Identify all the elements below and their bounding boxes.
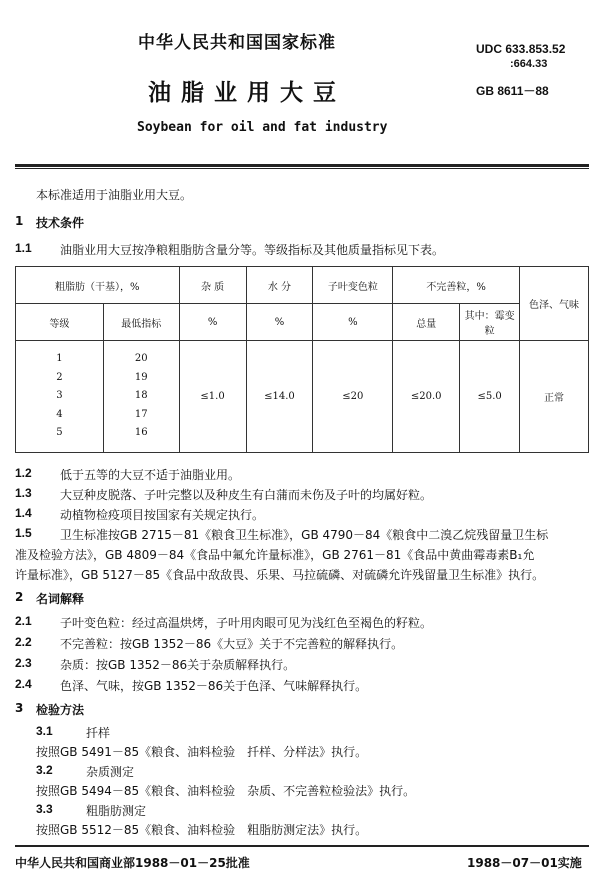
value-moisture: ≤14.0 [246, 341, 313, 453]
min-index-cell: 19 [134, 371, 148, 383]
scope-text: 本标准适用于油脂业用大豆。 [36, 188, 193, 202]
min-index-column [103, 341, 179, 453]
udc-code-cont: :664.33 [510, 58, 548, 70]
header-total: 总量 [393, 304, 460, 341]
value-imperfect-total: ≤20.0 [393, 341, 460, 453]
value-color-odor: 正常 [520, 341, 589, 453]
clause-3-1-title: 扦样 [86, 726, 111, 740]
grade-cell: 5 [56, 427, 63, 439]
clause-2-1-number: 2.1 [15, 614, 32, 628]
section-3-title: 检验方法 [36, 703, 85, 717]
issuing-body: 中华人民共和国国家标准 [138, 33, 336, 53]
section-3-number: 3 [15, 701, 24, 715]
clause-3-1-text: 按照GB 5491－85《粮食、油料检验 扦样、分样法》执行。 [36, 745, 368, 759]
value-mould: ≤5.0 [460, 341, 520, 453]
clause-1-3-number: 1.3 [15, 486, 32, 500]
unit-impurity: % [179, 304, 246, 341]
section-1-number: 1 [15, 214, 24, 228]
clause-3-3-text: 按照GB 5512－85《粮食、油料检验 粗脂肪测定法》执行。 [36, 823, 368, 837]
approval-line: 中华人民共和国商业部1988－01－25批准 [15, 856, 250, 870]
clause-2-1-text: 子叶变色粒：经过高温烘烤，子叶用肉眼可见为浅红色至褐色的籽粒。 [60, 616, 433, 630]
quality-spec-table [15, 266, 589, 453]
clause-2-4-text: 色泽、气味，按GB 1352－86关于色泽、气味解释执行。 [60, 679, 368, 693]
clause-1-2-text: 低于五等的大豆不适于油脂业用。 [60, 468, 241, 482]
clause-2-2-text: 不完善粒：按GB 1352－86《大豆》关于不完善粒的解释执行。 [60, 637, 404, 651]
standard-title: 油脂业用大豆 [148, 80, 346, 106]
grade-cell: 3 [56, 390, 63, 402]
clause-1-1-text: 油脂业用大豆按净粮粗脂肪含量分等。等级指标及其他质量指标见下表。 [60, 243, 445, 257]
clause-1-5-line-2: 准及检验方法》，GB 4809－84《食品中氟允许量标准》，GB 2761－81《食品中黄曲霉毒素B₁允 [15, 548, 535, 562]
header-cotyledon-discolored: 子叶变色粒 [313, 267, 393, 304]
clause-1-4-text: 动植物检疫项目按国家有关规定执行。 [60, 508, 265, 522]
grade-cell: 2 [56, 371, 63, 383]
unit-moisture: % [246, 304, 313, 341]
header-grade: 等级 [16, 304, 104, 341]
clause-3-3-number: 3.3 [36, 802, 53, 816]
grade-cell: 4 [56, 408, 63, 420]
clause-3-2-number: 3.2 [36, 763, 53, 777]
header-crude-fat: 粗脂肪（干基），% [16, 267, 180, 304]
clause-1-2-number: 1.2 [15, 466, 32, 480]
clause-2-3-text: 杂质：按GB 1352－86关于杂质解释执行。 [60, 658, 296, 672]
clause-1-5-number: 1.5 [15, 526, 32, 540]
clause-2-4-number: 2.4 [15, 677, 32, 691]
clause-1-1-number: 1.1 [15, 241, 32, 255]
unit-cotyledon: % [313, 304, 393, 341]
header-rule [15, 164, 589, 167]
clause-2-2-number: 2.2 [15, 635, 32, 649]
min-index-cell: 16 [134, 427, 148, 439]
header-min-index: 最低指标 [103, 304, 179, 341]
value-cotyledon: ≤20 [313, 341, 393, 453]
clause-2-3-number: 2.3 [15, 656, 32, 670]
clause-3-2-title: 杂质测定 [86, 765, 135, 779]
section-2-title: 名词解释 [36, 592, 85, 606]
grade-cell: 1 [56, 353, 63, 365]
clause-3-3-title: 粗脂肪测定 [86, 804, 147, 818]
section-1-title: 技术条件 [36, 216, 85, 230]
footer-rule [15, 845, 589, 847]
clause-3-1-number: 3.1 [36, 724, 53, 738]
grade-column [16, 341, 104, 453]
udc-code: UDC 633.853.52 [476, 42, 566, 56]
header-mould: 其中：霉变粒 [460, 304, 520, 341]
header-moisture: 水 分 [246, 267, 313, 304]
clause-1-5-line-3: 许量标准》，GB 5127－85《食品中敌敌畏、乐果、马拉硫磷、对硫磷允许残留量卫生标准》执行。 [15, 568, 545, 582]
effective-date: 1988－07－01实施 [467, 856, 582, 870]
header-impurity: 杂 质 [179, 267, 246, 304]
header-color-odor: 色泽、气味 [520, 267, 589, 341]
standard-title-en: Soybean for oil and fat industry [137, 120, 388, 135]
section-2-number: 2 [15, 590, 24, 604]
header-rule-thin [15, 168, 589, 169]
value-impurity: ≤1.0 [179, 341, 246, 453]
standard-number: GB 8611－88 [476, 84, 549, 98]
clause-1-3-text: 大豆种皮脱落、子叶完整以及种皮生有白蒲而未伤及子叶的均属好粒。 [60, 488, 433, 502]
clause-1-4-number: 1.4 [15, 506, 32, 520]
min-index-cell: 17 [134, 408, 148, 420]
min-index-cell: 18 [134, 390, 148, 402]
header-imperfect-kernels: 不完善粒，% [393, 267, 520, 304]
clause-1-5-line-1: 卫生标准按GB 2715－81《粮食卫生标准》，GB 4790－84《粮食中二溴乙烷残留量卫生标 [60, 528, 549, 542]
clause-3-2-text: 按照GB 5494－85《粮食、油料检验 杂质、不完善粒检验法》执行。 [36, 784, 416, 798]
min-index-cell: 20 [134, 353, 148, 365]
